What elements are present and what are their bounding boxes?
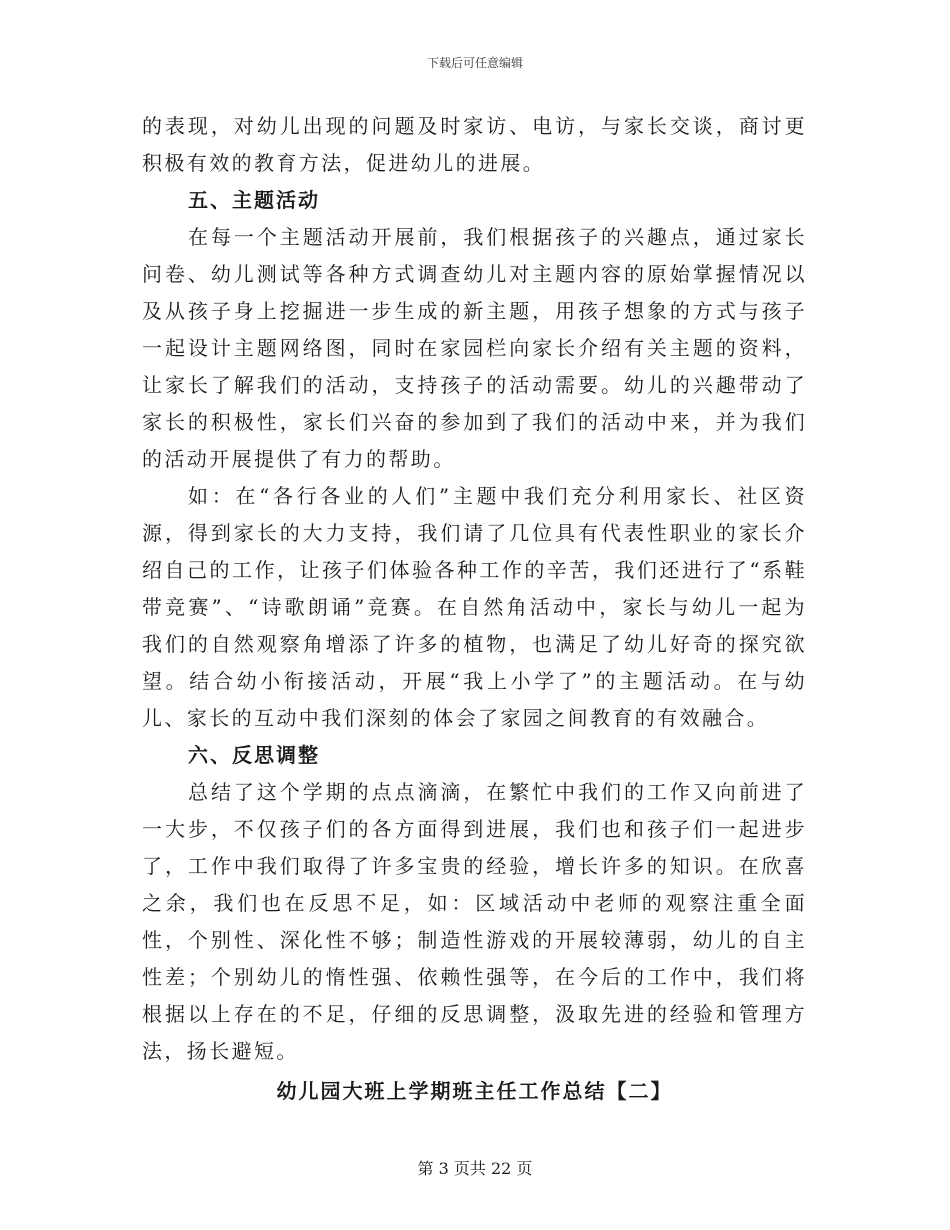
section-heading-theme-activities: 五、主题活动 [188, 188, 320, 212]
section-heading-reflection: 六、反思调整 [188, 743, 320, 767]
page-number: 第 3 页共 22 页 [417, 1159, 533, 1178]
document-body [142, 108, 807, 1110]
theme-activities-paragraph-1: 在每一个主题活动开展前，我们根据孩子的兴趣点，通过家长问卷、幼儿测试等各种方式调查幼儿对主题内容的原始掌握情况以及从孩子身上挖掘进一步生成的新主题，用孩子想象的方式与孩子一起设计主题网络图，同时在家园栏向家长介绍有关主题的资料，让家长了解我们的活动，支持孩子的活动需要。幼儿的兴趣带动了家长的积极性，家长们兴奋的参加到了我们的活动中来，并为我们的活动开展提供了有力的帮助。 [142, 225, 807, 471]
next-document-title: 幼儿园大班上学期班主任工作总结【二】 [276, 1079, 673, 1103]
reflection-paragraph: 总结了这个学期的点点滴滴，在繁忙中我们的工作又向前进了一大步，不仅孩子们的各方面得到进展，我们也和孩子们一起进步了，工作中我们取得了许多宝贵的经验，增长许多的知识。在欣喜之余，我们也在反思不足，如：区域活动中老师的观察注重全面性，个别性、深化性不够；制造性游戏的开展较薄弱，幼儿的自主性差；个别幼儿的惰性强、依赖性强等，在今后的工作中，我们将根据以上存在的不足，仔细的反思调整，汲取先进的经验和管理方法，扬长避短。 [142, 780, 807, 1063]
header-note: 下载后可任意编辑 [426, 56, 523, 70]
intro-paragraph: 的表现，对幼儿出现的问题及时家访、电访，与家长交谈，商讨更积极有效的教育方法，促进幼儿的进展。 [142, 114, 807, 175]
theme-activities-paragraph-2: 如：在“各行各业的人们”主题中我们充分利用家长、社区资源，得到家长的大力支持，我们请了几位具有代表性职业的家长介绍自己的工作，让孩子们体验各种工作的辛苦，我们还进行了“系鞋带竞赛”、“诗歌朗诵”竞赛。在自然角活动中，家长与幼儿一起为我们的自然观察角增添了许多的植物，也满足了幼儿好奇的探究欲望。结合幼小衔接活动，开展“我上小学了”的主题活动。在与幼儿、家长的互动中我们深刻的体会了家园之间教育的有效融合。 [142, 484, 807, 730]
